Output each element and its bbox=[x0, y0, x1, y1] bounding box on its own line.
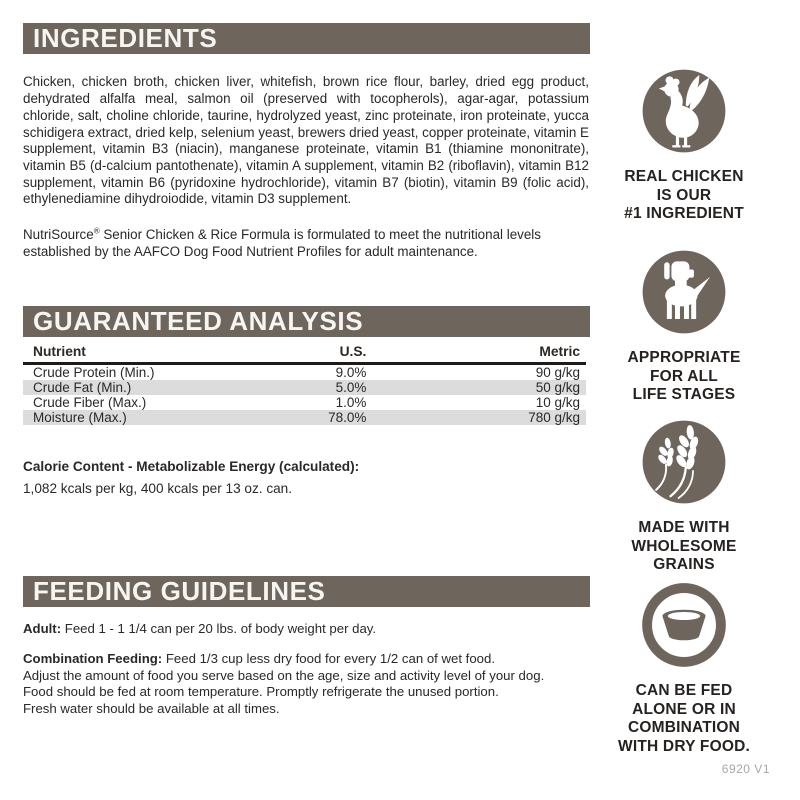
badge-combination-feeding bbox=[594, 580, 774, 756]
badge-caption: MADE WITH WHOLESOME GRAINS bbox=[631, 519, 737, 574]
guaranteed-analysis-header-bar bbox=[23, 306, 590, 337]
brand-name: NutriSource bbox=[23, 227, 94, 243]
nutrient-table bbox=[23, 344, 586, 425]
us-value: 78.0% bbox=[328, 410, 367, 425]
ingredients-text: Chicken, chicken broth, chicken liver, whitefish, brown rice flour, barley, dried egg product, dehydrated alfalfa meal, salmon oil (preserved with tocopherols), agar-agar, potassium chloride, salt, choline chloride, taurine, hydrolyzed yeast, zinc proteinate, iron proteinate, yucca schidigera extract, dried kelp, selenium yeast, brewers dried yeast, copper proteinate, vitamin E supplement, vitamin B3 (niacin), manganese proteinate, vitamin B1 (thiamine mononitrate), vitamin B5 (d-calcium pantothenate), vitamin A supplement, vitamin B2 (riboflavin), vitamin B12 supplement, vitamin B6 (pyridoxine hydrochloride), vitamin B7 (biotin), vitamin B9 (folic acid), ethylenediamine dihydroiodide, vitamin D3 supplement. bbox=[23, 74, 589, 207]
aafco-note-text: Senior Chicken & Rice Formula is formulated to meet the nutritional levels established by the AAFCO Dog Food Nutrient Profiles for adult maintenance. bbox=[23, 227, 541, 260]
combination-line1: Feed 1/3 cup less dry food for every 1/2 can of wet food. bbox=[162, 651, 496, 666]
badge-real-chicken bbox=[594, 66, 774, 224]
aafco-note bbox=[23, 227, 589, 260]
badge-caption: REAL CHICKEN IS OUR #1 INGREDIENT bbox=[624, 168, 744, 223]
badge-wholesome-grains bbox=[594, 417, 774, 575]
chicken-icon bbox=[639, 66, 729, 156]
us-value: 5.0% bbox=[335, 380, 367, 395]
combination-line3: Food should be fed at room temperature. Promptly refrigerate the unused portion. bbox=[23, 684, 499, 700]
calorie-heading: Calorie Content - Metabolizable Energy (calculated): bbox=[23, 459, 360, 474]
metric-value: 50 g/kg bbox=[535, 380, 580, 395]
combination-label: Combination Feeding: bbox=[23, 651, 163, 666]
registered-trademark: ® bbox=[93, 226, 100, 236]
badge-life-stages bbox=[594, 247, 774, 405]
table-header-row bbox=[23, 344, 586, 364]
table-row bbox=[23, 364, 586, 381]
nutrient-name: Moisture (Max.) bbox=[33, 410, 127, 425]
adult-text: Feed 1 - 1 1/4 can per 20 lbs. of body weight per day. bbox=[61, 621, 377, 636]
nutrient-name: Crude Fiber (Max.) bbox=[33, 395, 147, 410]
adult-label: Adult: bbox=[23, 621, 62, 636]
calorie-value: 1,082 kcals per kg, 400 kcals per 13 oz. can. bbox=[23, 481, 293, 496]
version-code: 6920 V1 bbox=[721, 762, 770, 776]
combination-feeding-text bbox=[23, 651, 603, 717]
table-row bbox=[23, 380, 586, 395]
us-value: 9.0% bbox=[335, 365, 367, 380]
ingredients-header-bar bbox=[23, 23, 590, 54]
column-header-metric: Metric bbox=[366, 344, 586, 364]
column-header-nutrient: Nutrient bbox=[23, 344, 231, 364]
feeding-guidelines-header-bar bbox=[23, 576, 590, 607]
column-header-us: U.S. bbox=[231, 344, 366, 364]
metric-value: 780 g/kg bbox=[528, 410, 580, 425]
us-value: 1.0% bbox=[335, 395, 367, 410]
metric-value: 90 g/kg bbox=[535, 365, 580, 380]
badge-caption: CAN BE FED ALONE OR IN COMBINATION WITH DRY FOOD. bbox=[618, 682, 750, 755]
nutrient-name: Crude Protein (Min.) bbox=[33, 365, 155, 380]
dog-icon bbox=[639, 247, 729, 337]
badge-caption: APPROPRIATE FOR ALL LIFE STAGES bbox=[627, 349, 741, 404]
nutrient-name: Crude Fat (Min.) bbox=[33, 380, 132, 395]
table-row bbox=[23, 410, 586, 425]
ingredients-title: INGREDIENTS bbox=[33, 23, 218, 53]
feeding-guidelines-title: FEEDING GUIDELINES bbox=[33, 576, 326, 606]
adult-feeding-text bbox=[23, 621, 376, 636]
combination-line2: Adjust the amount of food you serve based on the age, size and activity level of your dog. bbox=[23, 667, 545, 683]
guaranteed-analysis-title: GUARANTEED ANALYSIS bbox=[33, 306, 364, 336]
bowl-icon bbox=[639, 580, 729, 670]
wheat-icon bbox=[639, 417, 729, 507]
metric-value: 10 g/kg bbox=[535, 395, 580, 410]
table-row bbox=[23, 395, 586, 410]
combination-line4: Fresh water should be available at all times. bbox=[23, 700, 280, 716]
